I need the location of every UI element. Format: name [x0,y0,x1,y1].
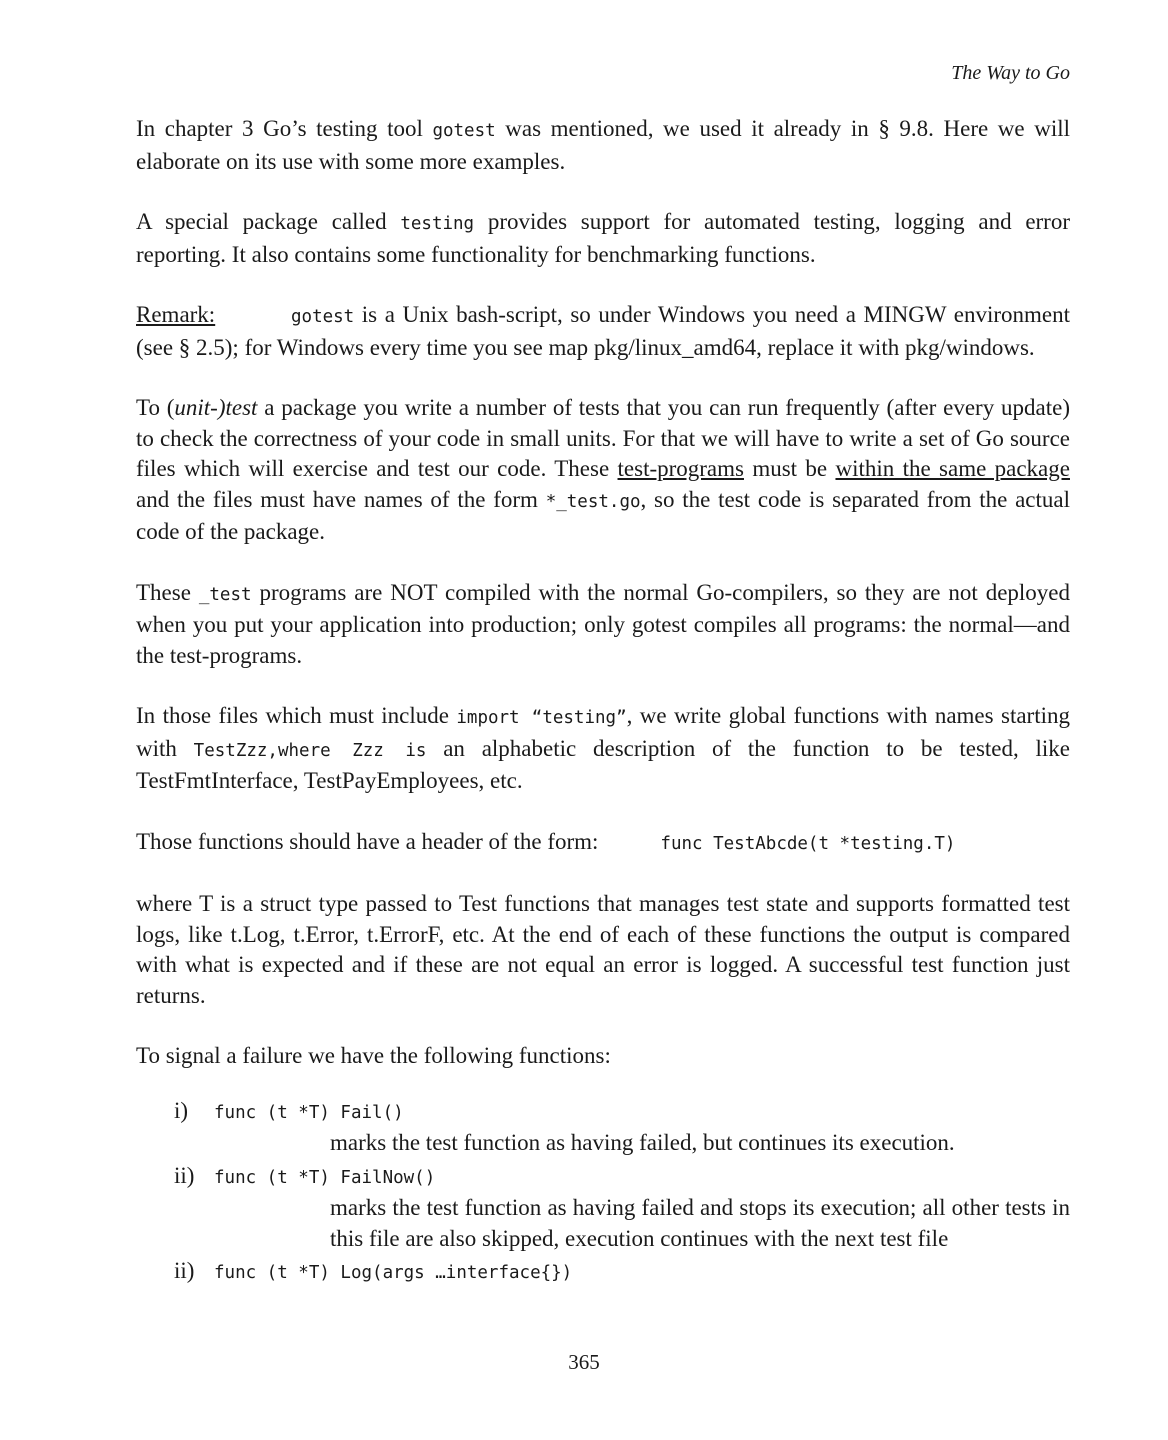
inline-code: gotest [291,307,355,327]
remark-label: Remark: [136,302,216,327]
inline-code: testing [400,214,475,234]
text: and the files must have names of the form [136,486,546,512]
inline-code: *_test.go [545,491,641,512]
inline-code: func TestAbcde(t *testing.T) [660,833,956,854]
italic-text: unit-)test [174,395,258,420]
text: , so the test code is separated from the actual code of the package. [136,486,1070,544]
list-number: i) [174,1097,189,1123]
running-header: The Way to Go [951,62,1070,84]
function-signature: func (t *T) Fail() [214,1102,404,1123]
list-item [174,1161,1070,1255]
text: was mentioned, we used it already in § 9.8. Here we will elaborate on its use with some more examples. [136,116,1070,174]
function-description: marks the test function as having failed and stops its execution; all other tests in this file are also skipped, execution continues with the next test file [330,1195,1070,1251]
list-number: ii) [174,1258,195,1283]
function-signature: func (t *T) Log(args …interface{}) [214,1263,573,1283]
inline-code: TestZzz,where Zzz is [193,740,427,761]
function-list [174,1096,1070,1289]
text: To ( [136,395,175,420]
underlined-text: test-programs [617,456,744,481]
text: must be [743,456,836,481]
paragraph-testing-package [136,207,1070,270]
list-item [174,1096,1070,1159]
paragraph-unit-test [136,393,1070,548]
text: Those functions should have a header of the form: [136,828,599,854]
page-number: 365 [568,1350,600,1374]
list-item [174,1256,1070,1289]
text: a package you write a number of tests that you can run frequently (after every update) to check the correctness of your code in small units. For that we will have to write a set of Go source files which will exercise and test our code. These [136,395,1070,481]
page-body [136,114,1070,1289]
inline-code: _test [198,584,252,605]
function-description: marks the test function as having failed, but continues its execution. [330,1130,955,1155]
inline-code: import “testing” [456,708,627,728]
paragraph-header-form [136,827,1070,860]
text: is a Unix bash-script, so under Windows you need a MINGW environment (see § 2.5); for Windows every time you see map pkg/linux_amd64, replace it with pkg/windows. [136,302,1070,360]
text: programs are NOT compiled with the normal Go-compilers, so they are not deployed when you put your application into production; only gotest compiles all programs: the normal—and the test-programs. [136,579,1071,668]
text: In those files which must include [136,703,457,728]
inline-code: gotest [432,121,496,141]
text: provides support for automated testing, logging and error reporting. It also contains some functionality for benchmarking functions. [136,209,1070,267]
paragraph-intro [136,114,1070,177]
function-signature: func (t *T) FailNow() [214,1167,436,1188]
paragraph-test-functions [136,701,1070,797]
paragraph-signal-failure: To signal a failure we have the following functions: [136,1043,611,1068]
paragraph-remark [136,300,1070,363]
text: A special package called [136,209,401,234]
text: , we write global functions with names starting with [136,703,1070,761]
text: an alphabetic description of the function to be tested, like TestFmtInterface, TestPayEmployees, etc. [136,735,1071,793]
text: In chapter 3 Go’s testing tool [136,116,433,141]
text: These [136,579,199,605]
list-number: ii) [174,1162,195,1188]
paragraph-test-programs [136,578,1070,672]
underlined-text: within the same package [835,456,1070,481]
paragraph-struct-t: where T is a struct type passed to Test functions that manages test state and supports formatted test logs, like t.Log, t.Error, t.ErrorF, etc. At the end of each of these functions the output is compared with what is expected and if these are not equal an error is logged. A successful test function just returns. [136,891,1070,1008]
